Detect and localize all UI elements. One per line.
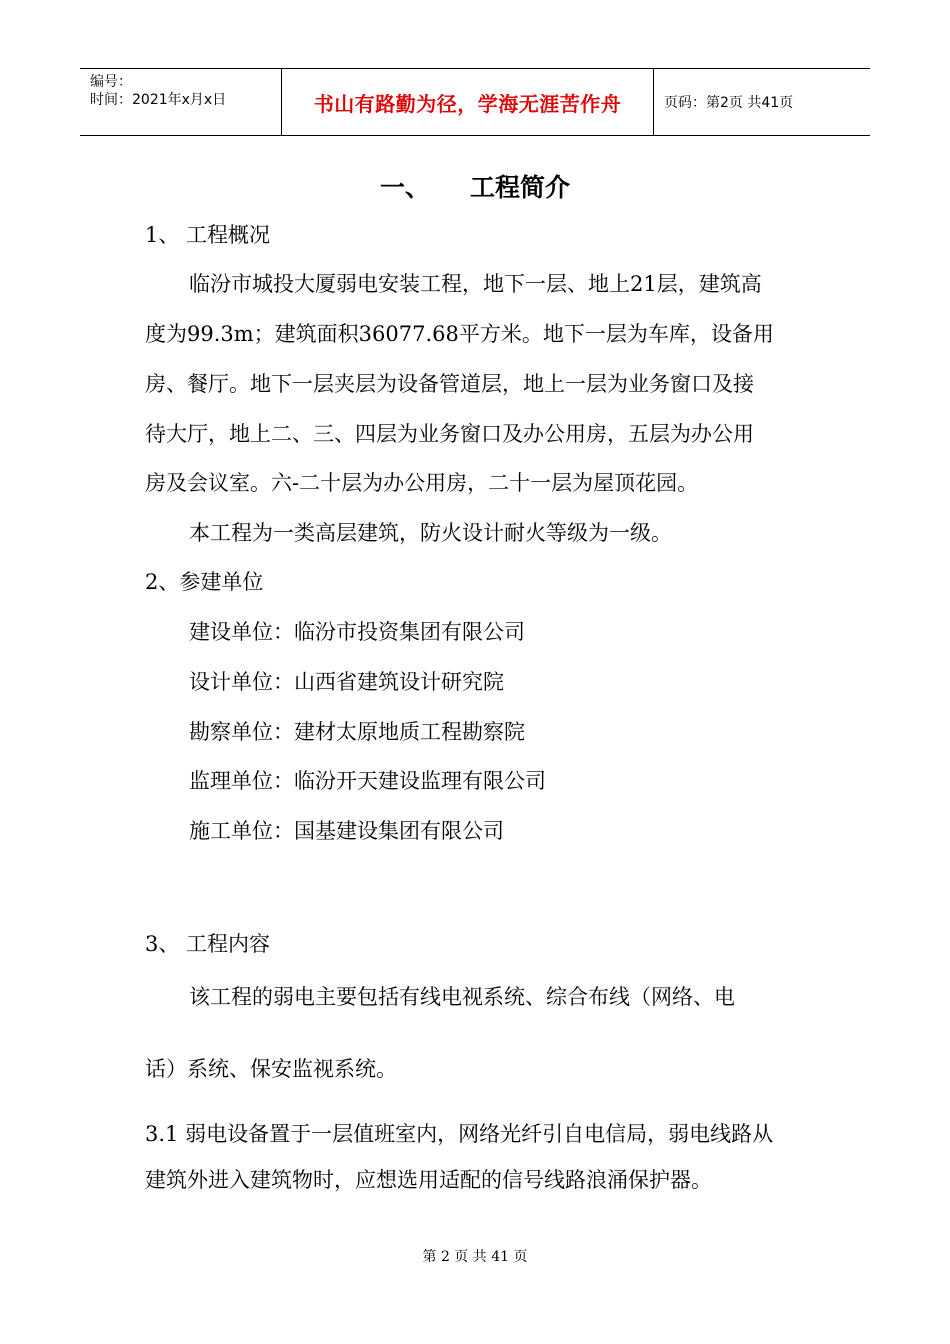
document-time-label: 时间：2021年x月x日 [90, 92, 227, 108]
paragraph-line: 度为99.3m；建筑面积36077.68平方米。地下一层为车库，设备用 [145, 322, 774, 346]
header-meta-cell [80, 69, 282, 135]
unit-design: 设计单位：山西省建筑设计研究院 [189, 670, 504, 694]
unit-construction-owner: 建设单位：临汾市投资集团有限公司 [189, 620, 525, 644]
paragraph-line: 3.1 弱电设备置于一层值班室内，网络光纤引自电信局，弱电线路从 [145, 1122, 774, 1146]
header-motto: 书山有路勤为径，学海无涯苦作舟 [282, 69, 654, 135]
paragraph-line: 待大厅，地上二、三、四层为业务窗口及办公用房，五层为办公用 [145, 422, 754, 446]
unit-supervision: 监理单位：临汾开天建设监理有限公司 [189, 769, 546, 793]
section-heading-content: 3、 工程内容 [145, 932, 271, 956]
paragraph-line: 临汾市城投大厦弱电安装工程，地下一层、地上21层，建筑高 [189, 272, 762, 296]
unit-contractor: 施工单位：国基建设集团有限公司 [189, 819, 504, 843]
document-number-label: 编号： [90, 74, 132, 90]
paragraph-line: 房及会议室。六-二十层为办公用房，二十一层为屋顶花园。 [145, 471, 699, 495]
paragraph-line: 话）系统、保安监视系统。 [145, 1057, 397, 1081]
paragraph-line: 房、餐厅。地下一层夹层为设备管道层，地上一层为业务窗口及接 [145, 372, 754, 396]
header-table [80, 68, 870, 136]
title-number: 一、 [379, 173, 430, 202]
paragraph-line: 建筑外进入建筑物时，应想选用适配的信号线路浪涌保护器。 [145, 1168, 712, 1192]
section-heading-participants: 2、参建单位 [145, 570, 264, 594]
footer-page-number: 第 2 页 共 41 页 [422, 1249, 528, 1265]
title-text: 工程简介 [470, 173, 571, 202]
paragraph-fire-rating: 本工程为一类高层建筑，防火设计耐火等级为一级。 [189, 521, 672, 545]
unit-survey: 勘察单位：建材太原地质工程勘察院 [189, 720, 525, 744]
paragraph-line: 该工程的弱电主要包括有线电视系统、综合布线（网络、电 [189, 985, 735, 1009]
section-heading-overview: 1、 工程概况 [145, 223, 271, 247]
page-title [0, 168, 950, 204]
header-page-number: 页码：第2页 共41页 [664, 95, 794, 111]
